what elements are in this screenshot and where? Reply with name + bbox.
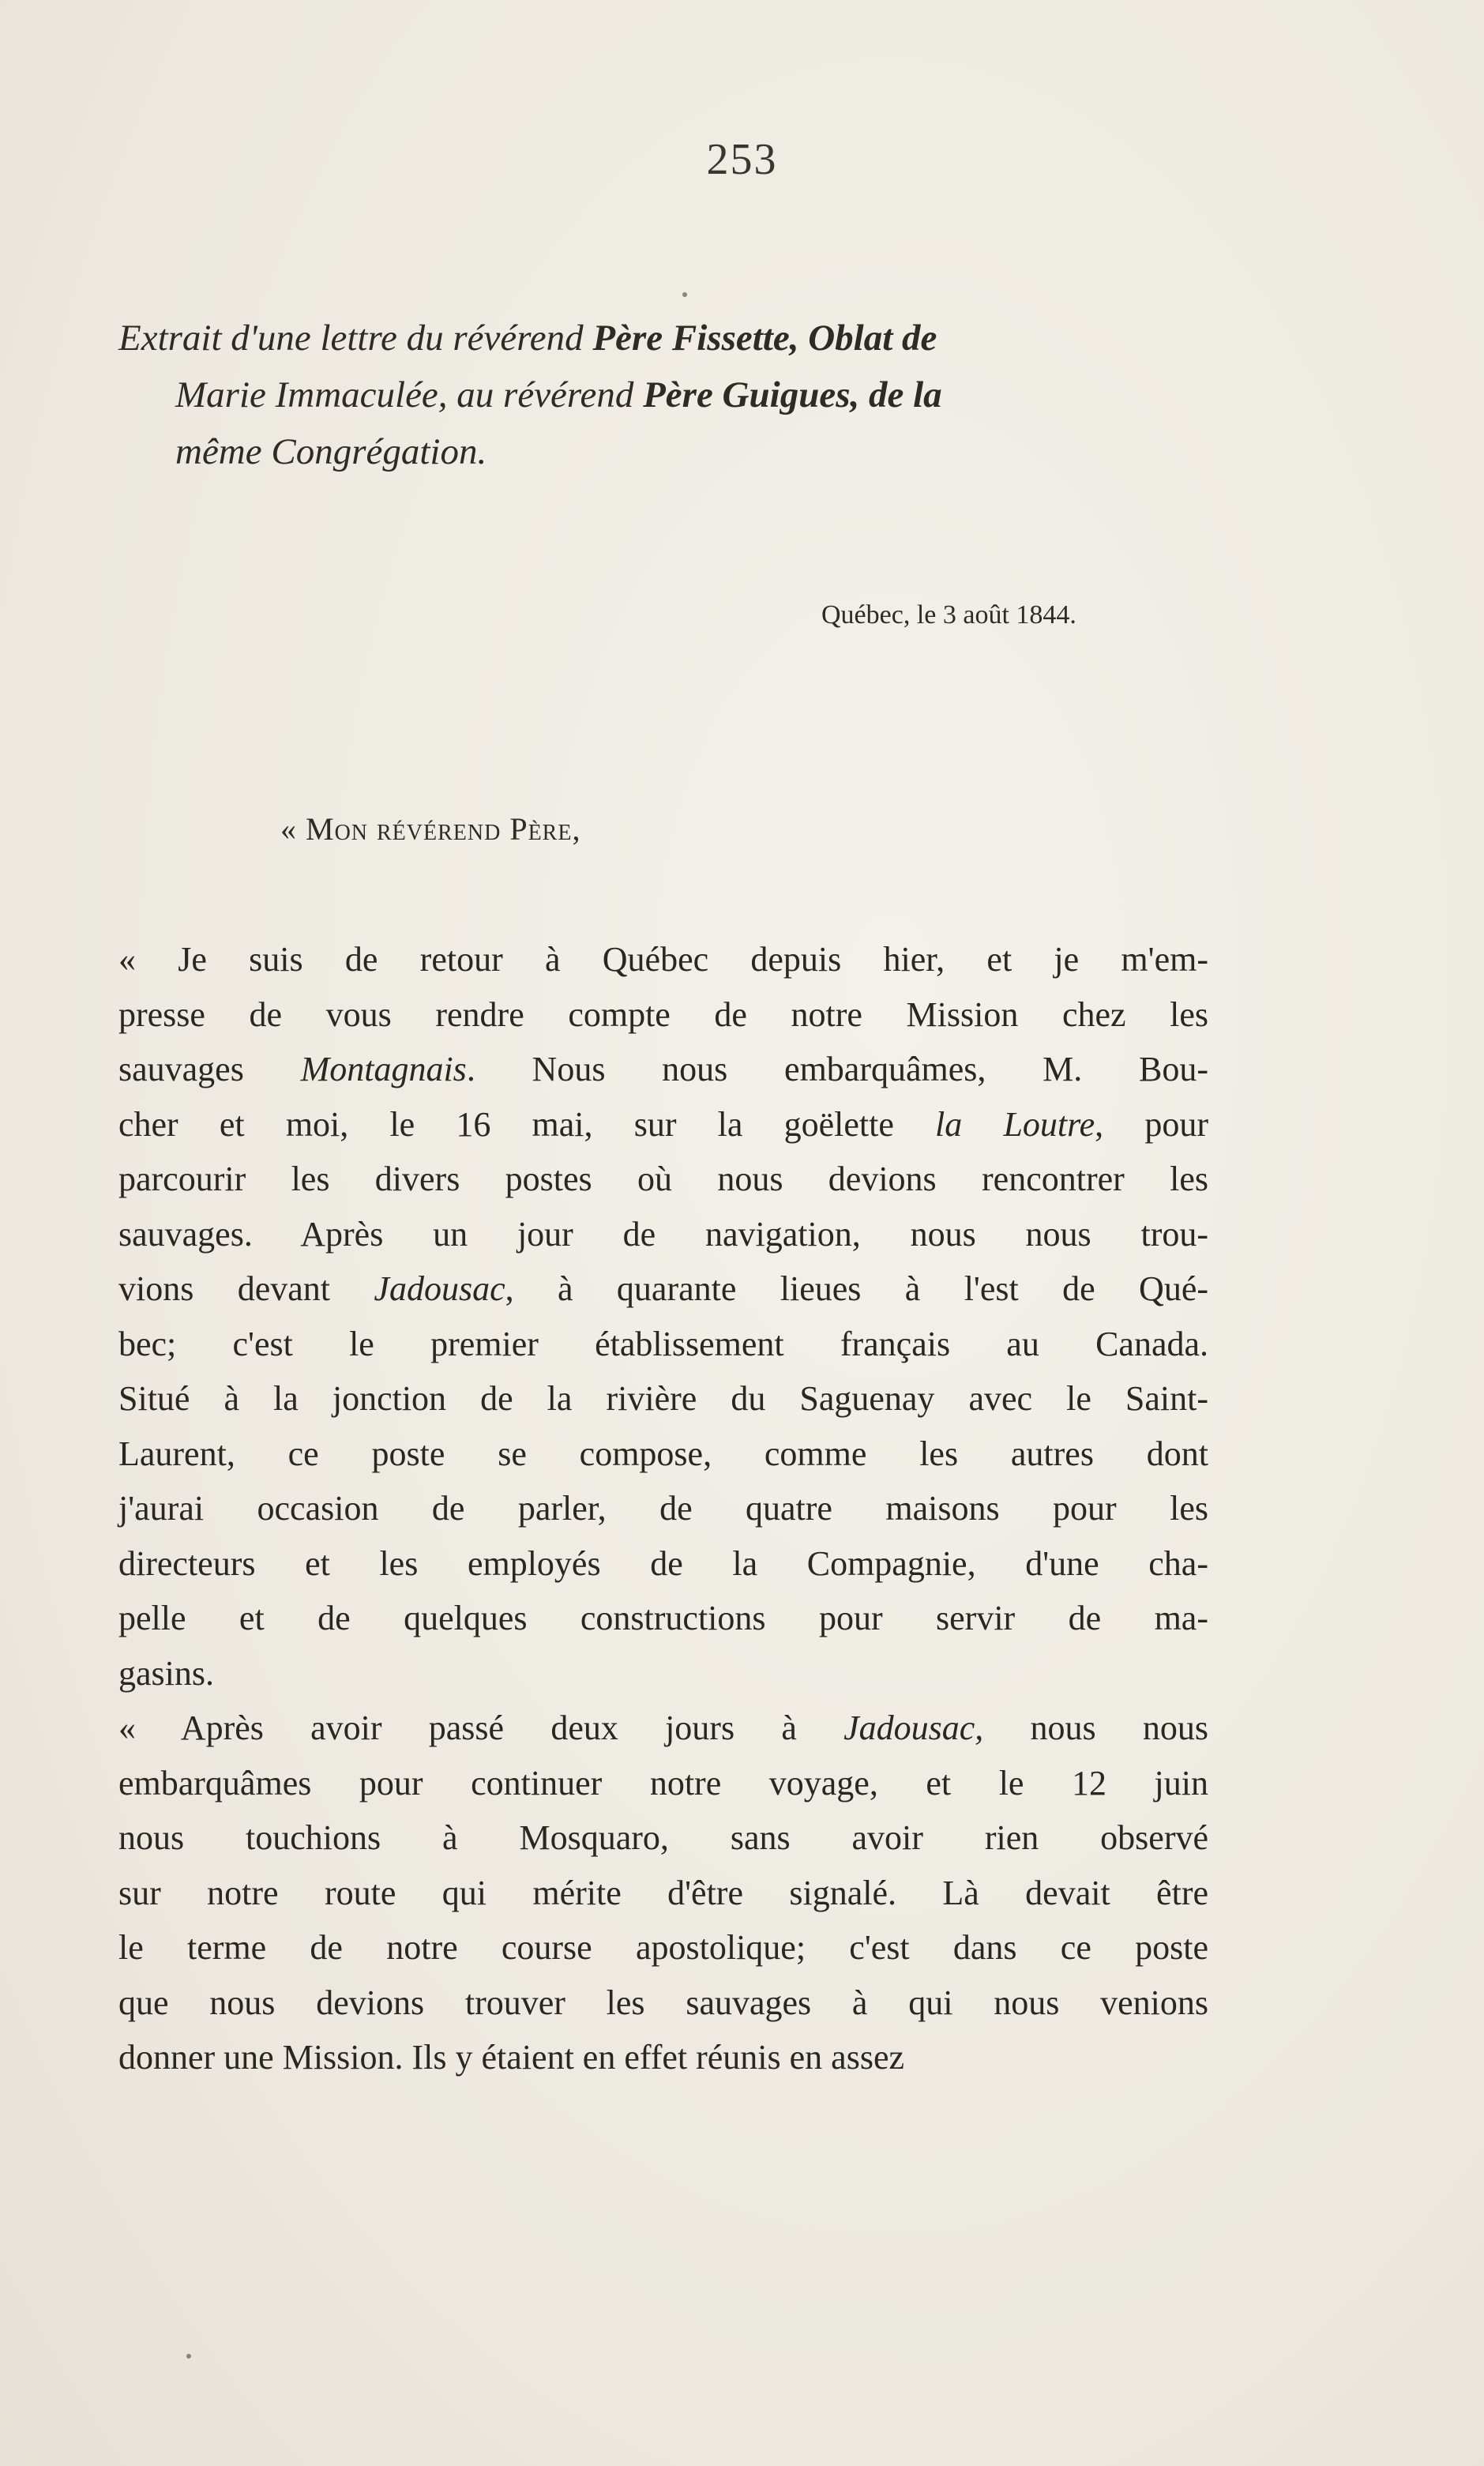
text-line bbox=[118, 1481, 1208, 1536]
heading-line-3: même Congrégation. bbox=[175, 431, 487, 472]
text-span: cher et moi, le 16 mai, sur la goëlette bbox=[118, 1104, 936, 1144]
text-span: sur notre route qui mérite d'être signalé. Là devait être bbox=[118, 1873, 1208, 1912]
italic-phrase: la Loutre bbox=[935, 1104, 1095, 1144]
text-span: « Je suis de retour à Québec depuis hier, et je m'em- bbox=[118, 940, 1208, 979]
text-line bbox=[118, 1152, 1208, 1207]
text-line bbox=[118, 1701, 1208, 1756]
heading-line-2-text: Marie Immaculée, au révérend bbox=[175, 374, 644, 415]
text-span: donner une Mission. Ils y étaient en effet réunis en assez bbox=[118, 2038, 905, 2077]
text-span: sauvages. Après un jour de navigation, nous nous trou- bbox=[118, 1214, 1208, 1254]
text-span: nous touchions à Mosquaro, sans avoir rien observé bbox=[118, 1818, 1208, 1857]
text-line bbox=[118, 1866, 1208, 1921]
dateline: Québec, le 3 août 1844. bbox=[821, 600, 1076, 630]
text-line bbox=[118, 1097, 1208, 1152]
italic-phrase: Jadousac, bbox=[843, 1709, 984, 1747]
italic-phrase: Montagnais bbox=[300, 1050, 467, 1088]
text-line bbox=[118, 987, 1208, 1043]
heading-line-1 bbox=[118, 310, 1208, 367]
salutation: « Mon révérend Père, bbox=[280, 811, 581, 847]
text-line bbox=[118, 1646, 1208, 1701]
text-span: sauvages bbox=[118, 1050, 301, 1088]
heading-line-2-bold: Père Guigues, de la bbox=[643, 374, 942, 415]
text-span: que nous devions trouver les sauvages à qui nous venions bbox=[118, 1983, 1208, 2022]
text-span: , pour bbox=[1095, 1104, 1209, 1144]
text-line bbox=[118, 1756, 1208, 1811]
text-line bbox=[118, 1261, 1208, 1317]
text-line bbox=[118, 1207, 1208, 1262]
text-span: parcourir les divers postes où nous devions rencontrer les bbox=[118, 1160, 1208, 1198]
text-line bbox=[118, 1042, 1208, 1097]
letter-heading bbox=[118, 310, 1208, 480]
heading-line-1-text: Extrait d'une lettre du révérend bbox=[118, 318, 593, 359]
text-span: bec; c'est le premier établissement français au Canada. bbox=[118, 1324, 1208, 1363]
text-line bbox=[118, 1317, 1208, 1372]
text-span: presse de vous rendre compte de notre Mission chez les bbox=[118, 994, 1208, 1034]
page-number: 253 bbox=[706, 135, 778, 184]
paper-speck bbox=[682, 292, 687, 297]
letter-body bbox=[118, 932, 1208, 2085]
text-span: le terme de notre course apostolique; c'est dans ce poste bbox=[118, 1928, 1208, 1967]
text-span: embarquâmes pour continuer notre voyage, et le 12 juin bbox=[118, 1763, 1208, 1803]
text-line bbox=[118, 1810, 1208, 1866]
text-span: . Nous nous embarquâmes, M. Bou- bbox=[466, 1050, 1208, 1088]
text-line bbox=[118, 2030, 1208, 2085]
text-span: Situé à la jonction de la rivière du Saguenay avec le Saint- bbox=[118, 1379, 1208, 1418]
text-line bbox=[118, 1920, 1208, 1975]
text-span: j'aurai occasion de parler, de quatre maisons pour les bbox=[118, 1489, 1208, 1528]
text-line bbox=[118, 1427, 1208, 1482]
text-span: nous nous bbox=[983, 1709, 1209, 1747]
heading-line-1-bold: Père Fissette, Oblat de bbox=[592, 318, 937, 359]
text-span: pelle et de quelques constructions pour servir de ma- bbox=[118, 1599, 1208, 1637]
heading-line-2 bbox=[118, 367, 1208, 423]
text-span: vions devant bbox=[118, 1269, 374, 1308]
text-span: Laurent, ce poste se compose, comme les autres dont bbox=[118, 1434, 1208, 1473]
text-span: directeurs et les employés de la Compagnie, d'une cha- bbox=[118, 1543, 1208, 1583]
text-line bbox=[118, 1591, 1208, 1646]
italic-phrase: Jadousac bbox=[374, 1269, 505, 1308]
text-span: , à quarante lieues à l'est de Qué- bbox=[505, 1269, 1209, 1308]
paper-speck bbox=[186, 2354, 191, 2359]
text-line bbox=[118, 932, 1208, 987]
text-span: gasins. bbox=[118, 1653, 214, 1693]
text-span: « Après avoir passé deux jours à bbox=[118, 1709, 844, 1747]
text-line bbox=[118, 1371, 1208, 1427]
text-line bbox=[118, 1975, 1208, 2031]
text-line bbox=[118, 1536, 1208, 1592]
